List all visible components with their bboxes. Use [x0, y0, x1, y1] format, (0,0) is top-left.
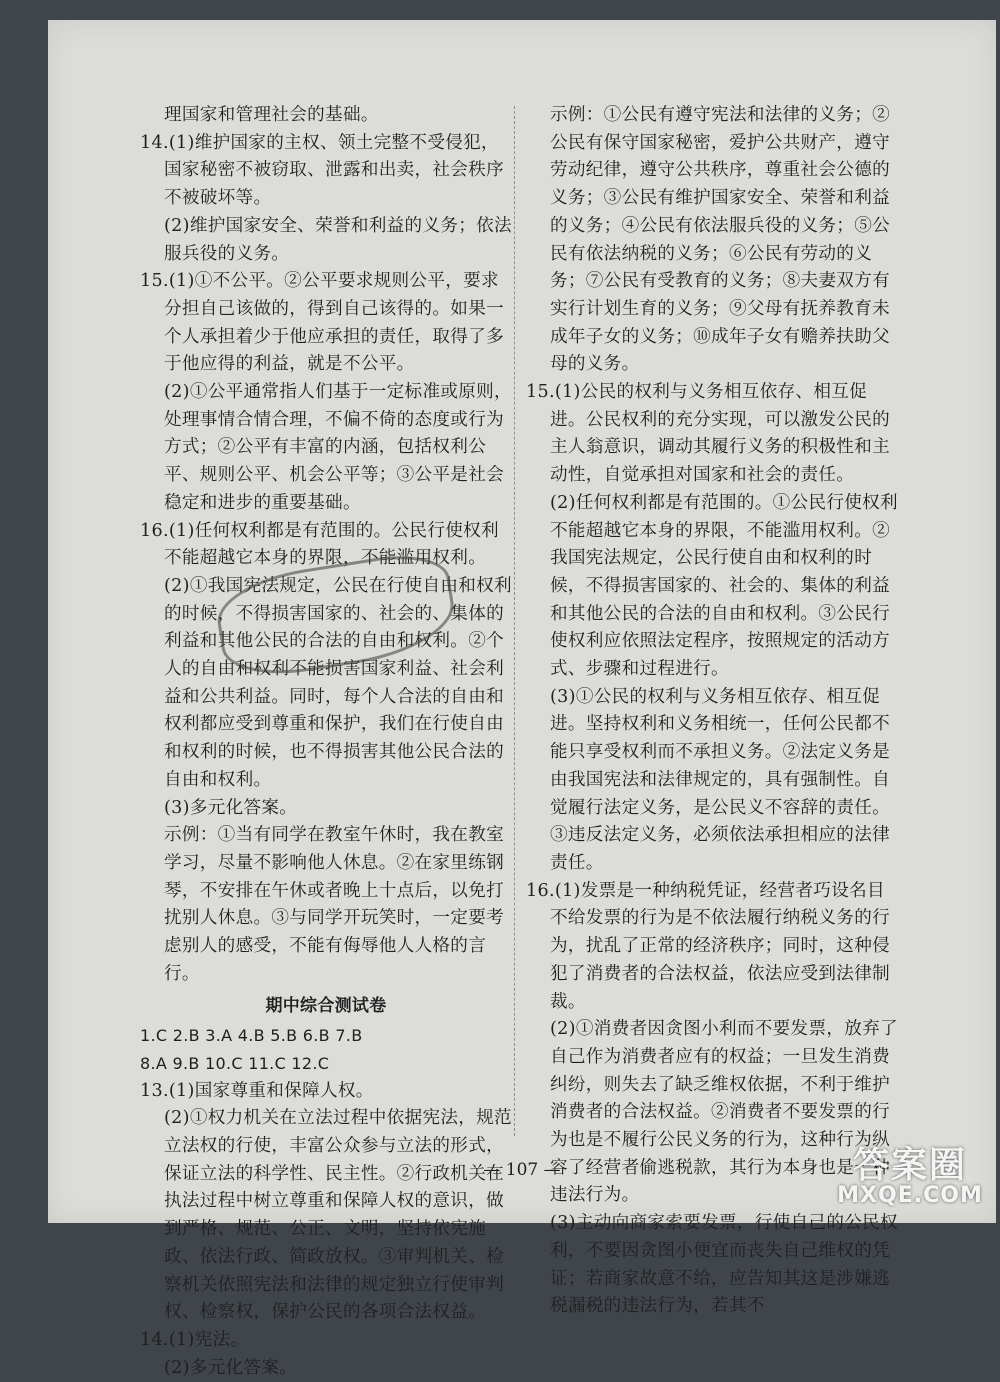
section-title: 期中综合测试卷 [140, 993, 512, 1021]
paragraph: (2)任何权利都是有范围的。①公民行使权利不能超越它本身的界限，不能滥用权利。②我国宪法规定，公民行使自由和权利的时候，不得损害国家的、社会的、集体的利益和其他公民的合法的自由和权利。③公民行使权利应依照法定程序，按照规定的活动方式、步骤和过程进行。 [526, 490, 898, 684]
paragraph: 15.(1)公民的权利与义务相互依存、相互促进。公民权利的充分实现，可以激发公民的主人翁意识，调动其履行义务的积极性和主动性，自觉承担对国家和社会的责任。 [526, 379, 898, 490]
paragraph: 14.(1)维护国家的主权、领土完整不受侵犯，国家秘密不被窃取、泄露和出卖，社会秩序不被破坏等。 [140, 130, 512, 213]
paragraph: (2)维护国家安全、荣誉和利益的义务；依法服兵役的义务。 [140, 213, 512, 268]
watermark-logo: 答案圈 [853, 1147, 967, 1185]
document-page [48, 20, 996, 1223]
watermark-url: MXQE.COM [837, 1185, 983, 1207]
paragraph: 示例：①公民有遵守宪法和法律的义务；②公民有保守国家秘密，爱护公共财产，遵守劳动纪律，遵守公共秩序，尊重社会公德的义务；③公民有维护国家安全、荣誉和利益的义务；④公民有依法服兵役的义务；⑤公民有依法纳税的义务；⑥公民有劳动的义务；⑦公民有受教育的义务；⑧夫妻双方有实行计划生育的义务；⑨父母有抚养教育未成年子女的义务；⑩成年子女有赡养扶助父母的义务。 [526, 102, 898, 379]
paragraph: (2)①公平通常指人们基于一定标准或原则，处理事情合情合理，不偏不倚的态度或行为方式；②公平有丰富的内涵，包括权利公平、规则公平、机会公平等；③公平是社会稳定和进步的重要基础。 [140, 379, 512, 518]
site-watermark [820, 1147, 1000, 1207]
paragraph: (3)主动向商家索要发票，行使自己的公民权利，不要因贪图小便宜而丧失自己维权的凭证；若商家故意不给，应告知其这是涉嫌逃税漏税的违法行为，若其不 [526, 1210, 898, 1321]
right-paragraphs [526, 102, 898, 1321]
left-column [140, 102, 512, 1382]
answer-key [140, 1022, 512, 1077]
column-divider [514, 106, 515, 1136]
paragraph: (2)①权力机关在立法过程中依据宪法，规范立法权的行使，丰富公众参与立法的形式，保证立法的科学性、民主性。②行政机关在执法过程中树立尊重和保障人权的意识，做到严格、规范、公正、文明，坚持依宪施政、依法行政、简政放权。③审判机关、检察机关依照宪法和法律的规定独立行使审判权、检察权，保护公民的各项合法权益。 [140, 1105, 512, 1327]
paragraph: 示例：①当有同学在教室午休时，我在教室学习，尽量不影响他人休息。②在家里练钢琴，不安排在午休或者晚上十点后，以免打扰别人休息。③与同学开玩笑时，一定要考虑别人的感受，不能有侮辱他人人格的言行。 [140, 822, 512, 988]
paragraph: (3)多元化答案。 [140, 795, 512, 823]
answer-line: 1.C 2.B 3.A 4.B 5.B 6.B 7.B [140, 1022, 512, 1050]
paragraph: (3)①公民的权利与义务相互依存、相互促进。坚持权利和义务相统一，任何公民都不能只享受权利而不承担义务。②法定义务是由我国宪法和法律规定的，具有强制性。自觉履行法定义务，是公民义不容辞的责任。③违反法定义务，必须依法承担相应的法律责任。 [526, 684, 898, 878]
left-paragraphs [140, 102, 512, 989]
paragraph: 16.(1)任何权利都是有范围的。公民行使权利不能超越它本身的界限，不能滥用权利。 [140, 518, 512, 573]
paragraph: 16.(1)发票是一种纳税凭证，经营者巧设名目不给发票的行为是不依法履行纳税义务的行为，扰乱了正常的经济秩序；同时，这种侵犯了消费者的合法权益，依法应受到法律制裁。 [526, 878, 898, 1017]
paragraph: 15.(1)①不公平。②公平要求规则公平，要求分担自己该做的，得到自己该得的。如果一个人承担着少于他应承担的责任，取得了多于他应得的利益，就是不公平。 [140, 268, 512, 379]
paragraph: (2)多元化答案。 [140, 1355, 512, 1382]
page-number: — 107 — [48, 1160, 996, 1180]
paragraph: 13.(1)国家尊重和保障人权。 [140, 1078, 512, 1106]
paragraph: 理国家和管理社会的基础。 [140, 102, 512, 130]
left-paragraphs-after [140, 1078, 512, 1382]
paragraph: (2)①消费者因贪图小利而不要发票，放弃了自己作为消费者应有的权益；一旦发生消费纠纷，则失去了缺乏维权依据，不利于维护消费者的合法权益。②消费者不要发票的行为也是不履行公民义务的行为，这种行为纵容了经营者偷逃税款，其行为本身也是一种违法行为。 [526, 1016, 898, 1210]
right-column [526, 102, 898, 1321]
answer-line: 8.A 9.B 10.C 11.C 12.C [140, 1050, 512, 1078]
paragraph: (2)①我国宪法规定，公民在行使自由和权利的时候，不得损害国家的、社会的、集体的利益和其他公民的合法的自由和权利。②个人的自由和权利不能损害国家利益、社会利益和公共利益。同时，每个人合法的自由和权利都应受到尊重和保护，我们在行使自由和权利的时候，也不得损害其他公民合法的自由和权利。 [140, 573, 512, 795]
paragraph: 14.(1)宪法。 [140, 1327, 512, 1355]
